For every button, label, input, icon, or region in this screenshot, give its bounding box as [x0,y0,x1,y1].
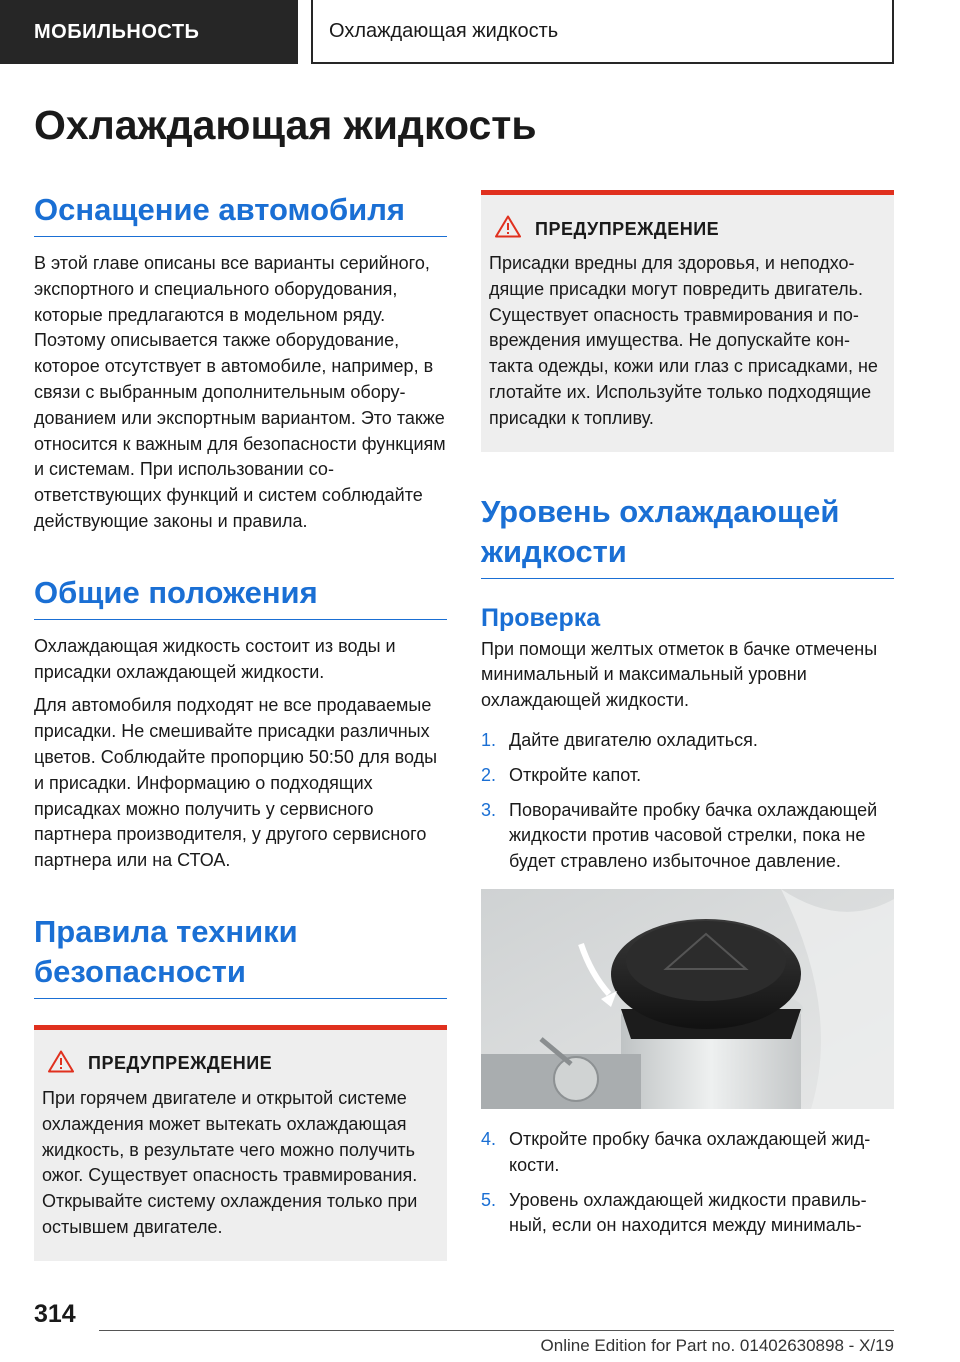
footer-edition: Online Edition for Part no. 01402630898 - X/19 [540,1336,894,1355]
list-item: 3. Поворачивайте пробку бачка охлаждающей жидкости против часовой стрелки, пока не будет стравлено избыточное давление. [481,799,878,872]
warning-text: При горячем двигателе и открытой системе охлаждения может вытекать охлаждающая жидкость, в результате чего можно получить ожог. Существует опасность травмирования. Открывайте систему охлаждения только при остывшем двигателе. [42,1087,418,1237]
steps-list-a [481,728,894,875]
list-item: 5. Уровень охлаждающей жидкости правильный, если он находится между минималь- [481,1189,867,1236]
list-item: 2. Откройте капот. [481,764,642,785]
steps-list-b [481,1127,894,1239]
general-text-1: Охлаждающая жидкость состоит из воды и присадки охлаждающей жидкости. [34,635,396,682]
warning-title: ПРЕДУПРЕЖДЕНИЕ [88,1053,273,1074]
page-title: Охлаждающая жидкость [34,102,537,148]
warning-text: Присадки вредны для здоровья, и неподходящие присадки могут повредить двигатель. Существует опасность травмирования и повреждения имущества. Не допускайте контакта одежды, кожи или глаз с присадками, не глотайте их. Используйте только подходящие присадки к топливу. [489,253,878,428]
list-item: 1. Дайте двигателю охладиться. [481,729,758,750]
heading-coolant-level: Уровень охлаждающей жидкости [481,492,894,579]
list-item: 4. Откройте пробку бачка охлаждающей жидкости. [481,1128,871,1175]
left-column [34,190,447,1261]
header-chapter: МОБИЛЬНОСТЬ [0,0,298,64]
right-column [481,190,894,1248]
warning-title: ПРЕДУПРЕЖДЕНИЕ [535,218,720,239]
warning-box-hot-engine [34,1025,447,1261]
warning-triangle-icon [48,1050,74,1078]
warning-box-additives [481,190,894,452]
check-intro: При помощи желтых отметок в бачке отмечены минимальный и максимальный уровни охлаждающей жидкости. [481,638,878,711]
warning-triangle-icon [495,215,521,243]
heading-general: Общие положения [34,573,447,620]
header-section-title: Охлаждающая жидкость [311,0,894,64]
heading-safety: Правила техники безопасности [34,912,447,999]
page-number: 314 [34,1300,76,1328]
heading-equipment: Оснащение автомобиля [34,190,447,237]
footer-divider [99,1330,894,1331]
coolant-cap-photo [481,889,894,1109]
general-text-2: Для автомобиля подходят не все продаваемые присадки. Не смешивайте присадки различных цветов. Соблюдайте пропорцию 50:50 для воды и присадки. Информацию о подходящих присадках можно получить у сервисного партнера производителя, у другого сервисного партнера или на СТОА. [34,695,438,871]
equipment-text: В этой главе описаны все варианты серийного, экспортного и специального оборудования, которые предлагаются в модельном ряду. Поэтому описывается также оборудование, которое отсутствует в автомобиле, например, в связи с выбранным дополнительным оборудованием или экспортным вариантом. Это также относится к важным для безопасности функциям и системам. При использовании соответствующих функций и систем соблюдайте действующие законы и правила. [34,253,446,531]
subheading-check: Проверка [481,603,601,632]
